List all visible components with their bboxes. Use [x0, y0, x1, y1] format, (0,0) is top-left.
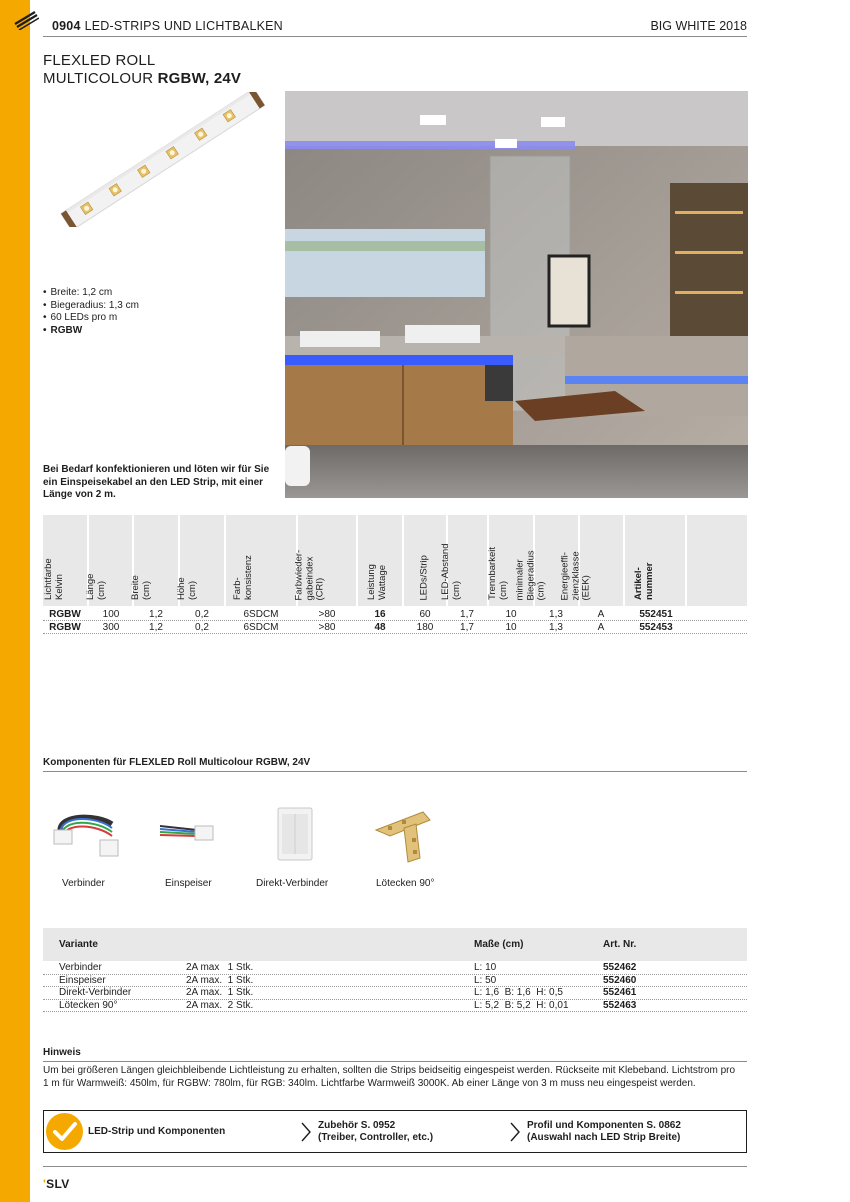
page-header	[52, 19, 283, 33]
variant-name: Einspeiser	[59, 974, 106, 986]
table-cell: 1,2	[149, 609, 163, 620]
slv-logo-tick: '	[43, 1177, 47, 1191]
table-row	[43, 1000, 747, 1013]
feature-list	[43, 287, 139, 337]
accessories-link-subtitle: (Treiber, Controller, etc.)	[318, 1132, 434, 1143]
header-label: minimaler Biegeradius (cm)	[514, 549, 547, 600]
cable-note: Bei Bedarf konfektionieren und löten wir für Sie ein Einspeisekabel an den LED Strip, mit einer Länge von 2 m.	[43, 464, 270, 500]
table-cell: RGBW	[49, 609, 81, 620]
page-number: 0904	[52, 19, 81, 33]
header-cell	[226, 515, 296, 606]
accessories-link[interactable]	[318, 1120, 433, 1144]
header-label: Farbwieder- gabeindex (CRI)	[293, 549, 326, 600]
header-label: Leistung Wattage	[366, 564, 388, 600]
table-cell: 1,2	[149, 622, 163, 633]
table-cell: >80	[318, 609, 336, 620]
variant-article: 552462	[603, 962, 637, 973]
bathroom-photo	[285, 91, 748, 498]
chevron-right-icon	[299, 1121, 313, 1143]
table-cell: RGBW	[49, 622, 81, 633]
table-cell: 1,7	[460, 622, 474, 633]
feed-cable-image	[155, 800, 255, 870]
table-cell: >80	[318, 622, 336, 633]
table-row	[43, 962, 747, 975]
navigation-box	[43, 1110, 747, 1153]
components-divider	[43, 771, 747, 772]
table-cell: A	[597, 609, 605, 620]
chevron-right-icon	[508, 1121, 522, 1143]
table-cell: 0,2	[195, 609, 209, 620]
header-label: Energieeffi- zienzklasse (EEK)	[559, 550, 592, 600]
variant-spec: 2A max. 1 Stk.	[186, 987, 254, 998]
catalog-title: BIG WHITE 2018	[650, 19, 747, 33]
size-header: Maße (cm)	[474, 939, 524, 950]
product-title	[43, 52, 241, 88]
header-cell	[85, 515, 132, 606]
spec-table-header	[43, 515, 747, 606]
header-label: Farb- konsistenz	[232, 555, 254, 600]
section-title: LED-STRIPS UND LICHTBALKEN	[84, 19, 283, 33]
table-cell: 16	[374, 609, 386, 620]
direct-connector-image	[258, 800, 358, 870]
header-cell	[559, 515, 623, 606]
header-label: Länge (cm)	[85, 573, 107, 600]
variant-header: Variante	[59, 939, 98, 950]
checkmark-icon	[46, 1113, 83, 1150]
feature-item: • Biegeradius: 1,3 cm	[43, 300, 139, 313]
variant-name: Direkt-Verbinder	[59, 987, 132, 998]
table-cell: 180	[416, 622, 434, 633]
variant-spec: 2A max. 1 Stk.	[186, 974, 254, 986]
table-cell: 10	[505, 622, 517, 633]
header-cell	[293, 515, 356, 606]
variant-size: L: 50	[474, 974, 497, 986]
slv-logo	[43, 1177, 70, 1191]
table-row	[43, 608, 747, 621]
variant-article: 552460	[603, 974, 637, 986]
header-label: Höhe (cm)	[176, 577, 198, 600]
table-cell: 300	[102, 622, 120, 633]
product-title-line1: FLEXLED ROLL	[43, 52, 156, 69]
variant-article: 552463	[603, 999, 637, 1011]
variant-spec: 2A max 1 Stk.	[186, 962, 254, 973]
solder-corner-image	[368, 800, 468, 870]
profile-link-title: Profil und Komponenten S. 0862	[527, 1120, 681, 1131]
component-label: Verbinder	[62, 878, 105, 889]
table-cell: 552453	[639, 622, 673, 633]
product-title-line2: MULTICOLOUR	[43, 70, 158, 87]
connector-image	[52, 800, 152, 870]
components-title: Komponenten für FLEXLED Roll Multicolour RGBW, 24V	[43, 757, 311, 768]
variant-size: L: 5,2 B: 5,2 H: 0,01	[474, 999, 569, 1011]
header-label: Breite (cm)	[130, 575, 152, 600]
component-label: Direkt-Verbinder	[256, 878, 329, 889]
table-cell: A	[597, 622, 605, 633]
variant-size: L: 10	[474, 962, 497, 973]
accent-sidebar	[0, 0, 30, 1202]
component-label: Lötecken 90°	[376, 878, 435, 889]
table-cell: 6SDCM	[243, 609, 279, 620]
profile-link[interactable]	[527, 1120, 681, 1144]
variant-spec: 2A max. 2 Stk.	[186, 999, 254, 1011]
table-cell: 552451	[639, 609, 673, 620]
header-label: Trennbarkeit (cm)	[487, 547, 509, 600]
slv-logo-text: SLV	[46, 1177, 70, 1191]
header-cell	[440, 515, 487, 606]
table-cell: 48	[374, 622, 386, 633]
hint-divider	[43, 1061, 747, 1062]
table-cell: 1,7	[460, 609, 474, 620]
nav-main-label: LED-Strip und Komponenten	[88, 1126, 226, 1137]
table-cell: 10	[505, 609, 517, 620]
feature-item: • 60 LEDs pro m	[43, 312, 139, 325]
led-strip-image	[60, 92, 265, 227]
header-label: LEDs/Strip	[418, 554, 430, 600]
variant-name: Lötecken 90°	[59, 999, 118, 1011]
table-cell: 6SDCM	[243, 622, 279, 633]
table-cell: 100	[102, 609, 120, 620]
header-divider	[43, 36, 747, 37]
header-cell	[687, 515, 747, 606]
variant-size: L: 1,6 B: 1,6 H: 0,5	[474, 987, 563, 998]
product-title-variant: RGBW, 24V	[157, 70, 242, 87]
header-cell	[358, 515, 402, 606]
header-label: LED-Abstand (cm)	[440, 543, 462, 600]
header-cell	[43, 515, 87, 606]
table-cell: 60	[419, 609, 431, 620]
header-cell	[176, 515, 224, 606]
table-cell: 1,3	[549, 609, 563, 620]
brand-logo-icon	[13, 8, 39, 30]
header-label: Lichtfarbe Kelvin	[43, 558, 65, 600]
table-row	[43, 621, 747, 634]
footer-divider	[43, 1166, 747, 1167]
feature-item: • Breite: 1,2 cm	[43, 287, 139, 300]
header-label: Artikel- nummer	[633, 562, 655, 600]
variant-article: 552461	[603, 987, 637, 998]
table-cell: 0,2	[195, 622, 209, 633]
article-header: Art. Nr.	[603, 939, 637, 950]
accessories-link-title: Zubehör S. 0952	[318, 1120, 396, 1131]
profile-link-subtitle: (Auswahl nach LED Strip Breite)	[527, 1132, 681, 1143]
header-cell	[130, 515, 178, 606]
component-label: Einspeiser	[165, 878, 212, 889]
feature-item: • RGBW	[43, 325, 139, 338]
variant-table-header	[43, 928, 747, 961]
hint-title: Hinweis	[43, 1047, 81, 1058]
table-row	[43, 975, 747, 988]
hint-text: Um bei größeren Längen gleichbleibende Lichtleistung zu erhalten, sollten die Strips beidseitig eingespeist werden. Rückseite mit Klebeband. Lichtstrom pro 1 m für Warmweiß: 450lm, für RGBW: 780lm, für RGB: 340lm. Lichtfarbe Warmweiß 3000K. Ab einer Länge von 3 m muss neu eingespeist werden.	[43, 1065, 736, 1089]
table-row	[43, 987, 747, 1000]
variant-name: Verbinder	[59, 962, 102, 973]
header-cell	[625, 515, 685, 606]
table-cell: 1,3	[549, 622, 563, 633]
